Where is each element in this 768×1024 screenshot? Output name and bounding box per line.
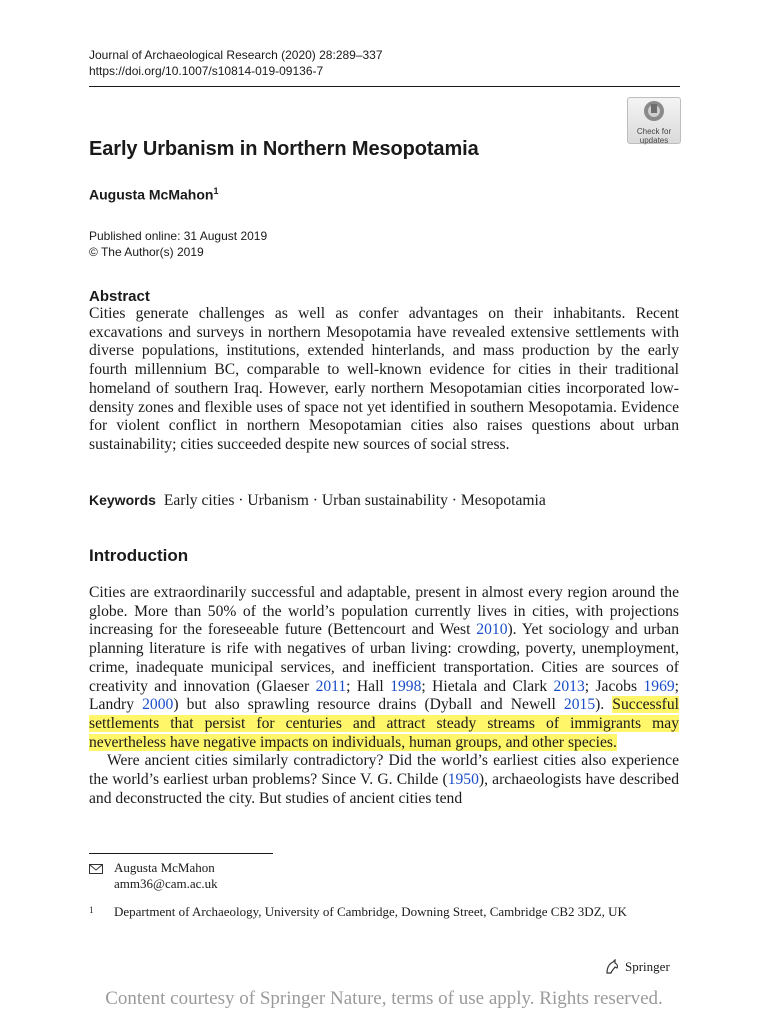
copyright-watermark: Content courtesy of Springer Nature, terms of use apply. Rights reserved. bbox=[105, 988, 663, 1009]
springer-horse-icon bbox=[604, 959, 620, 975]
doi-link[interactable]: https://doi.org/10.1007/s10814-019-09136-7 bbox=[89, 64, 324, 78]
citation-link[interactable]: 2013 bbox=[553, 677, 585, 695]
citation-link[interactable]: 1998 bbox=[390, 677, 422, 695]
text-run: ; Hall bbox=[346, 677, 391, 695]
citation-link[interactable]: 2015 bbox=[563, 696, 596, 714]
badge-line-2: updates bbox=[639, 136, 669, 145]
article-title: Early Urbanism in Northern Mesopotamia bbox=[89, 138, 479, 160]
badge-label bbox=[628, 127, 680, 145]
citation-link[interactable]: 1950 bbox=[447, 771, 479, 789]
text-run: Cities are extraordinarily successful and adaptable, present in almost every region around the globe. More than 50% of the world’s population currently lives in cities, with projections increasing for the foreseeable future (Bettencourt and West bbox=[89, 584, 679, 639]
citation-link[interactable]: 2000 bbox=[142, 696, 174, 714]
footnote-rule bbox=[89, 853, 273, 854]
journal-citation: Journal of Archaeological Research (2020) 28:289–337 bbox=[89, 48, 383, 62]
keywords bbox=[89, 492, 546, 510]
copyright: © The Author(s) 2019 bbox=[89, 245, 204, 259]
affiliation-text: Department of Archaeology, University of Cambridge, Downing Street, Cambridge CB2 3DZ, UK bbox=[114, 904, 627, 919]
abstract-heading: Abstract bbox=[89, 288, 150, 305]
check-for-updates-badge[interactable] bbox=[627, 97, 681, 144]
citation-link[interactable]: 1969 bbox=[643, 677, 675, 695]
text-run: ). bbox=[595, 696, 613, 714]
affiliation-number: 1 bbox=[89, 905, 94, 915]
contact-name: Augusta McMahon bbox=[114, 860, 215, 875]
keywords-label: Keywords bbox=[89, 492, 156, 508]
keywords-list: Early cities · Urbanism · Urban sustainability · Mesopotamia bbox=[163, 492, 546, 509]
contact-email[interactable]: amm36@cam.ac.uk bbox=[114, 876, 218, 891]
citation-link[interactable]: 2010 bbox=[476, 621, 508, 639]
springer-logo bbox=[604, 959, 670, 975]
badge-line-1: Check for bbox=[636, 127, 672, 136]
author-line bbox=[89, 186, 218, 203]
intro-paragraph-2 bbox=[89, 752, 679, 808]
text-run: ). Yet sociology and urban planning literature is rife with negatives of urban living: crowding, poverty, unemployment, crime, inadequate municipal services, and inefficient transportation. Cities are sources of creativity and innovation (Glaeser bbox=[89, 621, 680, 695]
author-affiliation-marker[interactable]: 1 bbox=[213, 186, 219, 196]
text-run: ; Hietala and Clark bbox=[421, 677, 554, 695]
envelope-icon bbox=[89, 864, 103, 874]
text-run: ; Jacobs bbox=[584, 677, 644, 695]
text-run: ) but also sprawling resource drains (Dyball and Newell bbox=[173, 696, 564, 714]
intro-paragraph-1 bbox=[89, 584, 679, 751]
check-updates-icon bbox=[643, 100, 665, 122]
text-run: ), archaeologists have described and deconstructed the city. But studies of ancient cities tend bbox=[89, 771, 679, 807]
highlighted-passage[interactable]: Successful settlements that persist for centuries and attract steady streams of immigrants may nevertheless have negative impacts on individuals, human groups, and other species. bbox=[89, 696, 679, 751]
introduction-heading: Introduction bbox=[89, 546, 189, 565]
corresponding-author bbox=[114, 860, 218, 892]
text-run: ; Landry bbox=[89, 677, 679, 714]
text-run: Were ancient cities similarly contradictory? Did the world’s earliest cities also experience the world’s earliest urban problems? Since V. G. Childe ( bbox=[89, 752, 679, 789]
abstract-text: Cities generate challenges as well as confer advantages on their inhabitants. Recent excavations and surveys in northern Mesopotamia have revealed extensive settlements with diverse populations, institutions, extended hinterlands, and mass production by the early fourth millennium BC, comparable to well-known evidence for cities in their traditional homeland of southern Iraq. However, early northern Mesopotamian cities incorporated low-density zones and flexible uses of space not yet identified in southern Mesopotamia. Evidence for violent conflict in northern Mesopotamian cities also raises questions about urban sustainability; cities succeeded despite new sources of social stress. bbox=[89, 305, 679, 453]
publication-info bbox=[89, 228, 267, 260]
citation-link[interactable]: 2011 bbox=[315, 677, 347, 695]
published-date: Published online: 31 August 2019 bbox=[89, 229, 268, 243]
author-name[interactable]: Augusta McMahon bbox=[89, 186, 214, 203]
header-rule bbox=[89, 86, 680, 87]
introduction-body bbox=[89, 584, 679, 808]
publisher-name: Springer bbox=[625, 959, 670, 974]
journal-header bbox=[89, 47, 383, 79]
